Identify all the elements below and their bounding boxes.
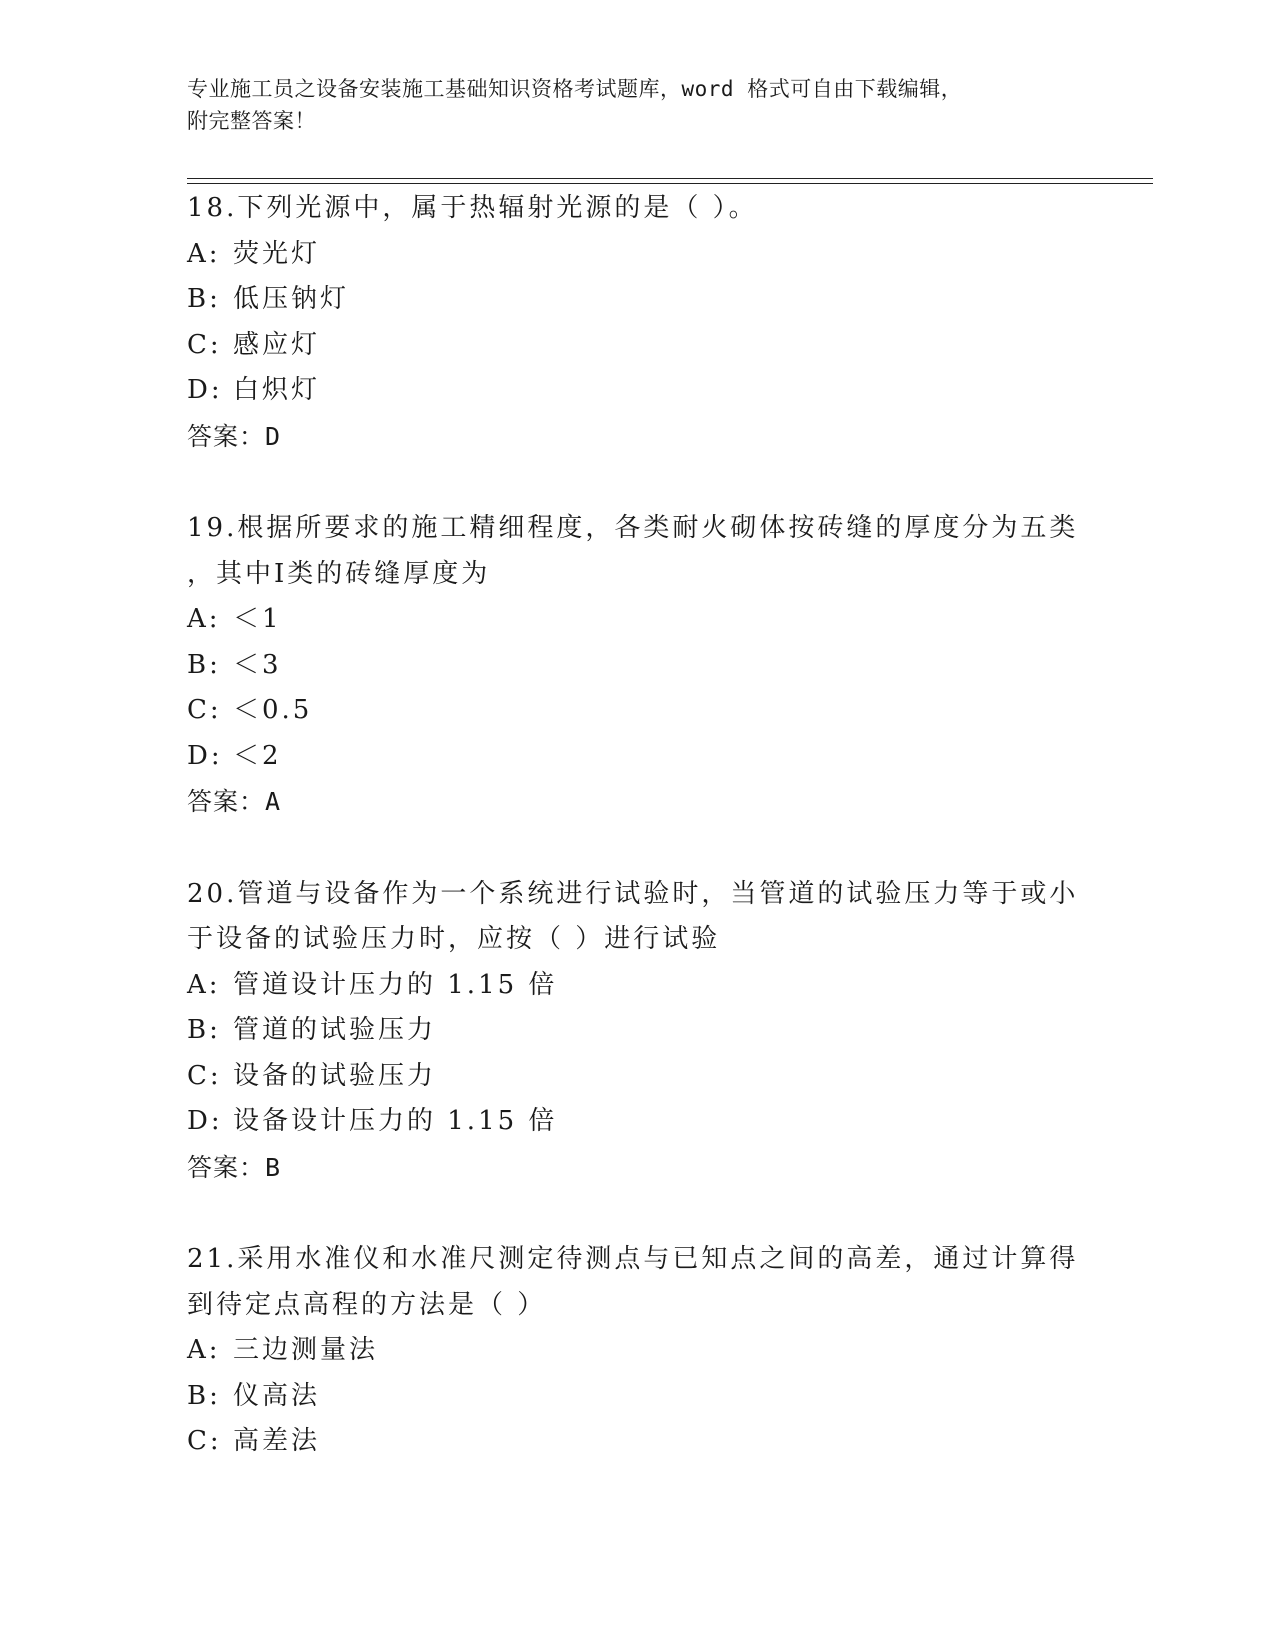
answer-line: 答案：D [187,421,282,451]
question-19 [187,506,1087,825]
option-letter: B: [187,1015,221,1045]
question-stem [187,872,1087,963]
option-text: ＜0.5 [233,695,313,725]
option-letter: C: [187,1426,222,1456]
question-stem [187,1237,1087,1328]
answer-line: 答案：A [187,787,282,816]
option-letter: A: [187,969,221,1000]
option-a [187,1328,1087,1374]
question-stem-line: ，其中Ⅰ类的砖缝厚度为 [187,558,491,589]
option-letter: A: [187,1335,221,1365]
header-line-2: 附完整答案！ [187,109,316,133]
option-letter: C: [187,1060,222,1091]
question-stem-line: 到待定点高程的方法是（ ） [187,1289,547,1320]
option-letter: D: [187,375,223,405]
option-text: 感应灯 [233,329,321,360]
option-c [187,1054,1087,1100]
question-18 [187,186,1087,459]
question-stem-line: 19.根据所要求的施工精细程度，各类耐火砌体按砖缝的厚度分为五类 [187,513,1079,543]
option-text: 仪高法 [233,1380,321,1411]
question-20 [187,872,1087,1191]
option-a [187,963,1087,1009]
option-text: ＜2 [233,740,282,771]
question-spacer [187,1190,1087,1237]
option-text: 管道设计压力的 1.15 倍 [233,969,558,1000]
option-text: 白炽灯 [233,375,321,405]
option-c [187,688,1087,734]
option-b [187,1008,1087,1054]
option-b [187,277,1087,323]
option-d [187,368,1087,414]
option-letter: C: [187,329,222,360]
option-d [187,1099,1087,1145]
option-text: 设备的试验压力 [233,1060,437,1091]
option-text: ＜3 [233,649,282,680]
option-letter: D: [187,740,223,771]
option-letter: B: [187,649,221,680]
header-divider-top [187,178,1153,179]
question-stem-line: 21.采用水准仪和水准尺测定待测点与已知点之间的高差，通过计算得 [187,1244,1079,1274]
option-letter: B: [187,1380,221,1411]
option-letter: A: [187,238,221,269]
option-text: ＜1 [233,604,282,634]
option-c [187,323,1087,369]
option-a [187,597,1087,643]
answer-line: 答案：B [187,1152,282,1182]
option-text: 低压钠灯 [233,284,350,314]
question-stem-line: 20.管道与设备作为一个系统进行试验时，当管道的试验压力等于或小 [187,878,1079,909]
header-divider-bottom [187,183,1153,184]
option-letter: C: [187,695,222,725]
header-line-1: 专业施工员之设备安装施工基础知识资格考试题库，word 格式可自由下载编辑， [187,77,963,101]
option-letter: B: [187,284,221,314]
document-header [187,73,1087,137]
question-21 [187,1237,1087,1465]
option-text: 管道的试验压力 [233,1015,437,1045]
question-stem-line: 18.下列光源中，属于热辐射光源的是（ ）。 [187,193,758,223]
question-stem [187,506,1087,597]
question-stem [187,186,1087,232]
question-list [187,186,1087,1465]
option-letter: D: [187,1106,223,1136]
option-c [187,1419,1087,1465]
option-text: 高差法 [233,1426,321,1456]
option-text: 设备设计压力的 1.15 倍 [233,1106,558,1136]
option-d [187,734,1087,780]
question-spacer [187,825,1087,872]
question-stem-line: 于设备的试验压力时，应按（ ）进行试验 [187,924,721,954]
option-a [187,232,1087,278]
option-letter: A: [187,604,221,634]
option-text: 荧光灯 [233,238,321,269]
option-b [187,643,1087,689]
option-b [187,1374,1087,1420]
question-spacer [187,459,1087,506]
option-text: 三边测量法 [233,1335,379,1365]
